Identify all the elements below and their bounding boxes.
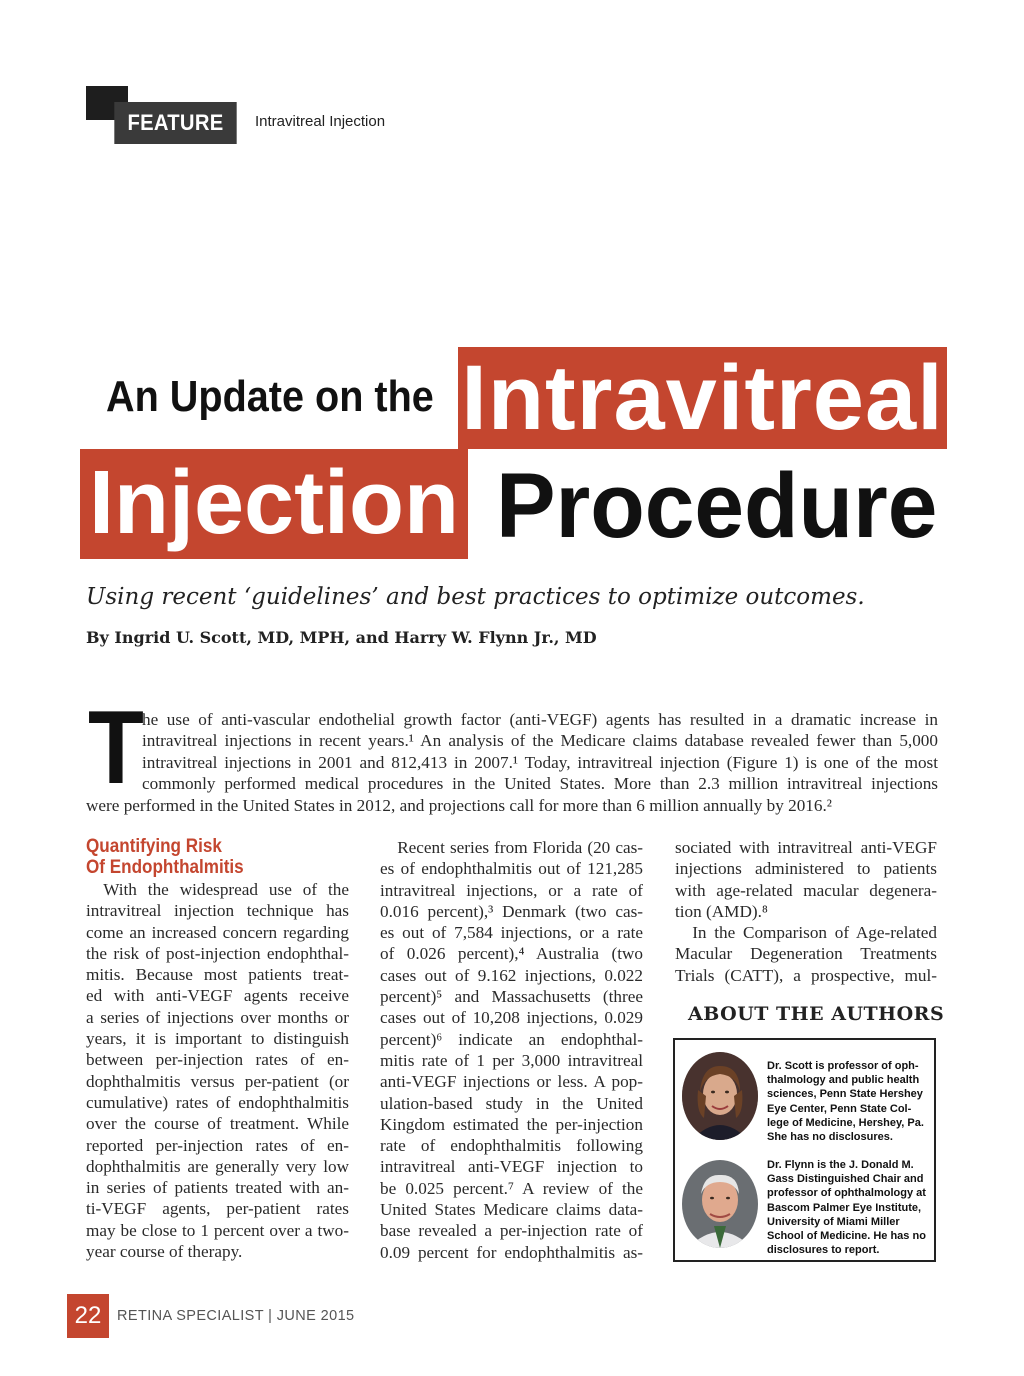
- body-line: ulation-based study in the United: [380, 1093, 643, 1113]
- bio-line: disclosures to report.: [767, 1244, 880, 1257]
- body-line: 0.09 percent for endophthalmitis as-: [380, 1242, 643, 1262]
- body-line: cumulative) rates of endophthalmitis: [86, 1092, 349, 1112]
- body-line: be 0.025 percent.⁷ A review of the: [380, 1178, 643, 1198]
- author-bio-scott: [767, 1059, 924, 1144]
- body-line: mitis. Because most patients treat-: [86, 965, 349, 985]
- body-line: Kingdom estimated the per-injection: [380, 1114, 643, 1134]
- body-line: sociated with intravitreal anti-VEGF: [675, 838, 937, 857]
- body-line: dophthalmitis are generally very low: [86, 1156, 349, 1176]
- subhead-line-1: Quantifying Risk: [86, 836, 222, 857]
- bio-line: Bascom Palmer Eye Institute,: [767, 1201, 922, 1214]
- body-line: mitis rate of 1 per 3,000 intravitreal: [380, 1050, 643, 1070]
- body-line: of 0.026 percent),⁴ Australia (two: [380, 944, 643, 964]
- body-line: years, it is important to distinguish: [86, 1029, 349, 1049]
- intro-line: commonly performed medical procedures in the United States. More than 2.3 million intravitreal injections: [142, 774, 938, 794]
- bio-line: School of Medicine. He has no: [767, 1230, 926, 1243]
- author-photo-flynn: [682, 1160, 758, 1248]
- page-number: 22: [67, 1294, 109, 1338]
- bio-line: thalmology and public health: [767, 1074, 920, 1087]
- body-line: a series of injections over months or: [86, 1007, 349, 1027]
- title-part-3: Injection: [80, 449, 468, 559]
- bio-line: lege of Medicine, Hershey, Pa.: [767, 1116, 924, 1129]
- body-line: es out of 7,584 injections, or a rate: [380, 923, 643, 943]
- body-line: percent)⁶ indicate an endophthal-: [380, 1029, 643, 1049]
- body-line: ti-VEGF agents, per-patient rates: [86, 1199, 349, 1219]
- body-line: in series of patients treated with an-: [86, 1178, 349, 1198]
- author-portrait-2: [682, 1160, 758, 1248]
- intro-line: were performed in the United States in 2012, and projections call for more than 6 million annually by 2016.²: [86, 795, 832, 815]
- drop-cap: T: [88, 690, 144, 806]
- body-line: es of endophthalmitis out of 121,285: [380, 859, 643, 879]
- author-bio-flynn: [767, 1158, 926, 1257]
- title-part-1: An Update on the: [106, 372, 434, 421]
- intro-line: he use of anti-vascular endothelial growth factor (anti-VEGF) agents has resulted in a dramatic increase in: [142, 710, 938, 729]
- bio-line: Gass Distinguished Chair and: [767, 1173, 924, 1186]
- body-line: In the Comparison of Age-related: [675, 923, 937, 943]
- body-line: between per-injection rates of en-: [86, 1050, 349, 1070]
- body-line: United States Medicare claims data-: [380, 1200, 643, 1220]
- section-label: FEATURE: [114, 102, 236, 144]
- title-part-4: Procedure: [496, 455, 938, 557]
- column-3: [675, 837, 937, 986]
- body-line: Trials (CATT), a prospective, mul-: [675, 965, 937, 985]
- body-line: dophthalmitis versus per-patient (or: [86, 1071, 349, 1091]
- byline: By Ingrid U. Scott, MD, MPH, and Harry W. Flynn Jr., MD: [86, 628, 597, 647]
- body-line: year course of therapy.: [86, 1242, 243, 1262]
- body-line: the risk of post-injection endophthal-: [86, 943, 349, 963]
- author-portrait-1: [682, 1052, 758, 1140]
- column-2: [380, 837, 643, 1263]
- subhead-line-2: Of Endophthalmitis: [86, 857, 244, 878]
- article-deck: Using recent ‘guidelines’ and best practices to optimize outcomes.: [86, 584, 865, 610]
- section-topic: Intravitreal Injection: [255, 113, 386, 130]
- body-line: intravitreal injection technique has: [86, 901, 349, 921]
- body-line: tion (AMD).⁸: [675, 901, 768, 921]
- body-line: intravitreal injections, or a rate of: [380, 880, 643, 900]
- bio-line: sciences, Penn State Hershey: [767, 1088, 923, 1101]
- body-line: base revealed a per-injection rate of: [380, 1221, 643, 1241]
- body-line: percent)⁵ and Massachusetts (three: [380, 987, 643, 1007]
- body-line: Recent series from Florida (20 cas-: [380, 838, 643, 857]
- body-line: rate of endophthalmitis following: [380, 1136, 643, 1156]
- body-line: anti-VEGF injections or less. A pop-: [380, 1072, 643, 1092]
- intro-line: intravitreal injections in recent years.¹ An analysis of the Medicare claims database revealed fewer than 5,000: [142, 731, 938, 751]
- about-authors-heading: ABOUT THE AUTHORS: [688, 1003, 945, 1025]
- title-part-2: Intravitreal: [458, 347, 947, 449]
- body-line: intravitreal anti-VEGF injection to: [380, 1157, 643, 1177]
- body-line: over the course of treatment. While: [86, 1114, 349, 1134]
- body-line: injections administered to patients: [675, 859, 937, 879]
- body-line: with age-related macular degenera-: [675, 880, 937, 900]
- body-line: reported per-injection rates of en-: [86, 1135, 349, 1155]
- body-line: 0.016 percent),³ Denmark (two cas-: [380, 901, 643, 921]
- body-line: With the widespread use of the: [86, 880, 349, 899]
- bio-line: She has no disclosures.: [767, 1131, 893, 1144]
- bio-line: professor of ophthalmology at: [767, 1187, 926, 1200]
- bio-line: Eye Center, Penn State Col-: [767, 1102, 912, 1115]
- body-line: may be close to 1 percent over a two-: [86, 1220, 349, 1240]
- bio-line: University of Miami Miller: [767, 1215, 900, 1228]
- intro-line: intravitreal injections in 2001 and 812,413 in 2007.¹ Today, intravitreal injection (Figure 1) is one of the most: [142, 752, 938, 772]
- body-line: come an increased concern regarding: [86, 922, 349, 942]
- footer-publication: RETINA SPECIALIST | JUNE 2015: [117, 1308, 355, 1324]
- author-photo-scott: [682, 1052, 758, 1140]
- body-line: cases out of 10,208 injections, 0.029: [380, 1008, 643, 1028]
- bio-line: Dr. Flynn is the J. Donald M.: [767, 1159, 914, 1171]
- body-line: cases out of 9.162 injections, 0.022: [380, 965, 643, 985]
- intro-paragraph: [86, 709, 938, 816]
- bio-line: Dr. Scott is professor of oph-: [767, 1060, 919, 1072]
- body-line: ed with anti-VEGF agents receive: [86, 986, 349, 1006]
- column-1: [86, 836, 349, 1262]
- body-line: Macular Degeneration Treatments: [675, 944, 937, 964]
